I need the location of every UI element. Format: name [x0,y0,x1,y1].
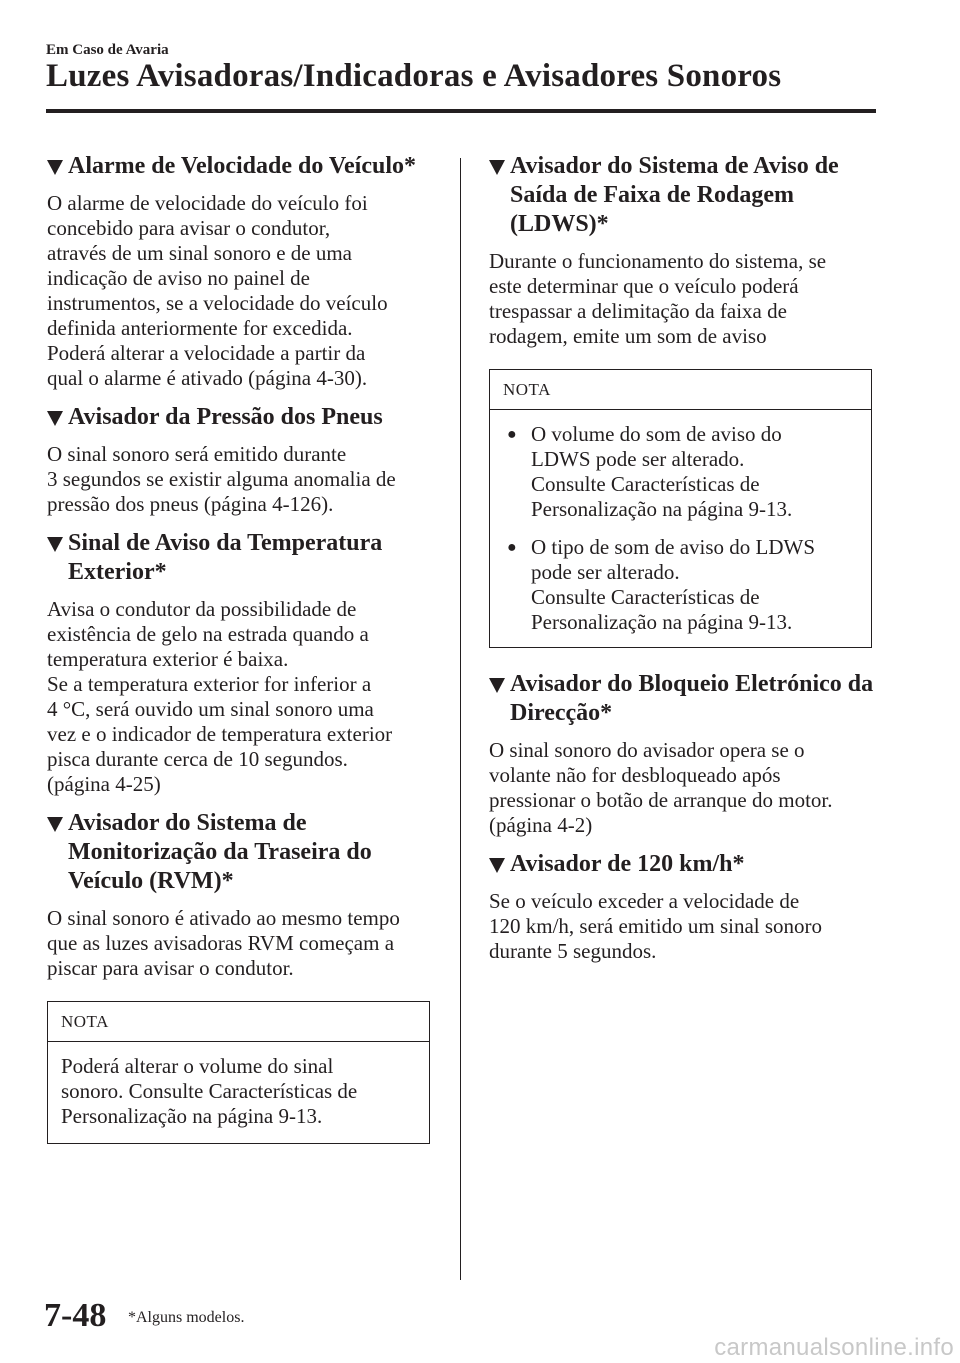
note-list [490,410,871,647]
section-tire-pressure [47,403,433,517]
section-body: O sinal sonoro do avisador opera se o volante não for desbloqueado após pressionar o botão de arranque do motor. (página 4-2) [489,738,833,837]
footnote: *Alguns modelos. [128,1309,245,1326]
right-column [489,152,875,976]
note-text: Poderá alterar o volume do sinal sonoro. Consulte Características de Personalização na página 9-13. [61,1054,358,1128]
section-rvm [47,809,433,981]
section-heading: Avisador de 120 km/h* [489,850,875,879]
section-heading: Alarme de Velocidade do Veículo* [47,152,433,181]
section-heading: Avisador do Sistema de Monitorização da Traseira do Veículo (RVM)* [47,809,433,896]
section-body: Se o veículo exceder a velocidade de 120 km/h, será emitido um sinal sonoro durante 5 segundos. [489,889,823,963]
section-body: Durante o funcionamento do sistema, se este determinar que o veículo poderá trespassar a delimitação da faixa de rodagem, emite um som de aviso [489,249,827,348]
page-title: Luzes Avisadoras/Indicadoras e Avisadores Sonoros [46,58,782,94]
note-box [47,1001,430,1144]
section-heading: Avisador do Sistema de Aviso de Saída de Faixa de Rodagem (LDWS)* [489,152,875,239]
chapter-label: Em Caso de Avaria [46,42,169,58]
note-label: NOTA [48,1002,429,1042]
list-item: ● O tipo de som de aviso do LDWS pode ser alterado. Consulte Características de Personalização na página 9-13. [503,535,858,635]
section-heading: Sinal de Aviso da Temperatura Exterior* [47,529,433,587]
left-column [47,152,433,1144]
triangle-down-icon [489,160,505,175]
section-steering-lock [489,670,875,838]
section-body: O sinal sonoro é ativado ao mesmo tempo que as luzes avisadoras RVM começam a piscar para avisar o condutor. [47,906,400,980]
triangle-down-icon [489,678,505,693]
note-box [489,369,872,648]
triangle-down-icon [47,411,63,426]
title-rule [46,109,876,113]
triangle-down-icon [47,160,63,175]
watermark: carmanualsonline.info [714,1334,954,1361]
section-ldws [489,152,875,349]
note-label: NOTA [490,370,871,410]
column-divider [460,158,461,1280]
section-120kmh [489,850,875,964]
section-heading: Avisador do Bloqueio Eletrónico da Direcção* [489,670,875,728]
section-heading: Avisador da Pressão dos Pneus [47,403,433,432]
triangle-down-icon [489,858,505,873]
section-outside-temperature [47,529,433,797]
bullet-icon: ● [507,426,517,443]
section-body: Avisa o condutor da possibilidade de existência de gelo na estrada quando a temperatura exterior é baixa. Se a temperatura exterior for inferior a 4 °C, será ouvido um sinal sonoro uma vez e o indicador de temperatura exterior pisca durante cerca de 10 segundos. (página 4-25) [47,597,393,796]
section-body: O alarme de velocidade do veículo foi concebido para avisar o condutor, através de um sinal sonoro e de uma indicação de aviso no painel de instrumentos, se a velocidade do veículo definida anteriormente for excedida. Poderá alterar a velocidade a partir da qual o alarme é ativado (página 4-30). [47,191,388,390]
triangle-down-icon [47,537,63,552]
section-speed-alarm [47,152,433,391]
list-item: ● O volume do som de aviso do LDWS pode ser alterado. Consulte Características de Personalização na página 9-13. [503,422,858,522]
page-number: 7-48 [44,1297,107,1334]
bullet-icon: ● [507,539,517,556]
triangle-down-icon [47,817,63,832]
section-body: O sinal sonoro será emitido durante 3 segundos se existir alguma anomalia de pressão dos pneus (página 4-126). [47,442,396,516]
